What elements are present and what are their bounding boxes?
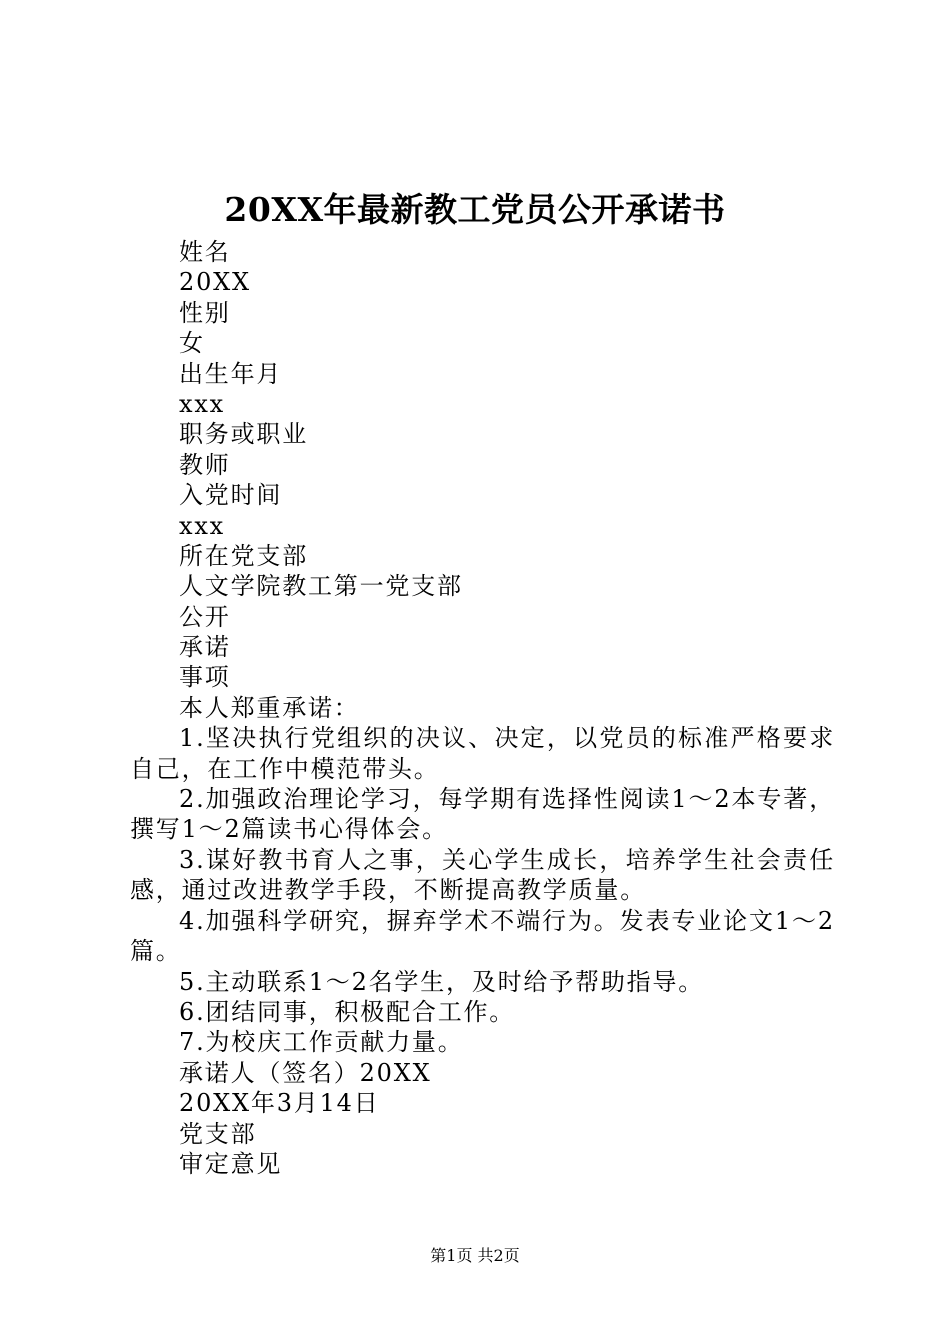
pledge-item-6: 6.团结同事，积极配合工作。: [179, 997, 516, 1026]
field-birth-label: 出生年月: [179, 359, 283, 388]
document-title: 20XX年最新教工党员公开承诺书: [224, 190, 726, 229]
field-gender-value: 女: [179, 329, 205, 358]
field-join-date-label: 入党时间: [179, 481, 283, 510]
pledge-intro: 本人郑重承诺：: [179, 693, 360, 722]
section-label-commitment: 承诺: [179, 633, 231, 662]
section-label-matters: 事项: [179, 663, 231, 692]
sign-date: 20XX年3月14日: [179, 1089, 380, 1118]
pledge-item-7: 7.为校庆工作贡献力量。: [179, 1028, 464, 1057]
pledge-item-1: 1.坚决执行党组织的决议、决定，以党员的标准严格要求自己，在工作中模范带头。: [130, 724, 835, 783]
page-number-footer: 第1页 共2页: [430, 1246, 520, 1265]
field-join-date-value: xxx: [179, 511, 226, 540]
field-occupation-label: 职务或职业: [179, 420, 308, 449]
document-body: [130, 237, 835, 1179]
pledge-item-2: 2.加强政治理论学习，每学期有选择性阅读1～2本专著，撰写1～2篇读书心得体会。: [130, 785, 835, 844]
field-name-label: 姓名: [179, 238, 231, 266]
branch-label: 党支部: [179, 1119, 257, 1148]
signature-line: 承诺人（签名）20XX: [179, 1058, 432, 1087]
field-gender-label: 性别: [179, 298, 231, 327]
pledge-item-3: 3.谋好教书育人之事，关心学生成长，培养学生社会责任感，通过改进教学手段，不断提高教学质量。: [130, 845, 835, 905]
field-name-value: 20XX: [179, 268, 251, 297]
field-birth-value: xxx: [179, 389, 226, 418]
pledge-item-4: 4.加强科学研究，摒弃学术不端行为。发表专业论文1～2篇。: [130, 906, 835, 966]
field-branch-value: 人文学院教工第一党支部: [179, 572, 463, 601]
field-branch-label: 所在党支部: [179, 541, 308, 570]
section-label-public: 公开: [179, 602, 231, 631]
field-occupation-value: 教师: [179, 450, 231, 479]
pledge-item-5: 5.主动联系1～2名学生，及时给予帮助指导。: [179, 967, 705, 996]
review-opinion-label: 审定意见: [179, 1149, 283, 1178]
